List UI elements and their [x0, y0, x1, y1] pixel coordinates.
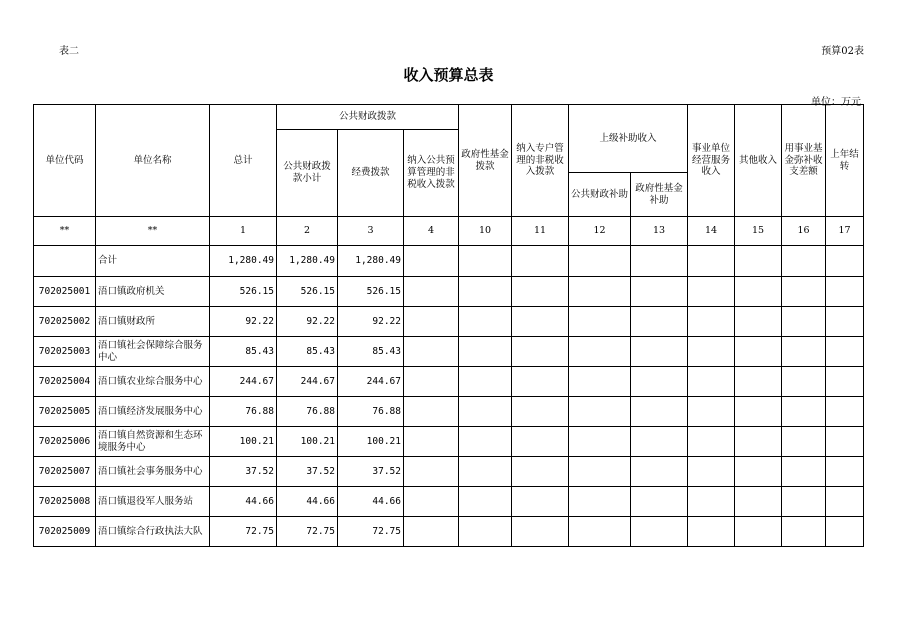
header-funding: 经费拨款 [338, 130, 404, 217]
form-code: 预算02表 [821, 46, 864, 57]
header-other-income: 其他收入 [735, 105, 782, 217]
empty-cell [688, 487, 735, 517]
empty-cell [826, 337, 864, 367]
empty-cell [688, 397, 735, 427]
empty-cell [404, 427, 459, 457]
funding-cell: 37.52 [338, 457, 404, 487]
empty-cell [404, 367, 459, 397]
table-row [34, 517, 864, 547]
funding-cell: 244.67 [338, 367, 404, 397]
form-number: 表二 [59, 46, 79, 57]
unit-name-cell: 浯口镇社会事务服务中心 [96, 457, 210, 487]
unit-code-cell: 702025009 [34, 517, 96, 547]
table-row [34, 277, 864, 307]
funding-cell: 92.22 [338, 307, 404, 337]
empty-cell [735, 487, 782, 517]
header-public-subsidy: 公共财政补助 [569, 173, 631, 217]
empty-cell [782, 457, 826, 487]
empty-cell [512, 367, 569, 397]
subtotal-cell: 244.67 [277, 367, 338, 397]
subtotal-cell: 72.75 [277, 517, 338, 547]
empty-cell [782, 307, 826, 337]
header-carryover: 上年结转 [826, 105, 864, 217]
empty-cell [404, 457, 459, 487]
empty-cell [826, 457, 864, 487]
empty-cell [735, 367, 782, 397]
total-row [34, 246, 864, 277]
empty-cell [688, 337, 735, 367]
empty-cell [631, 457, 688, 487]
empty-cell [688, 307, 735, 337]
empty-cell [782, 397, 826, 427]
subtotal-cell: 37.52 [277, 457, 338, 487]
total-funding-cell: 1,280.49 [338, 246, 404, 277]
empty-cell [631, 487, 688, 517]
table-row [34, 367, 864, 397]
total-cell: 244.67 [210, 367, 277, 397]
index-cell: 2 [277, 217, 338, 246]
empty-cell [459, 487, 512, 517]
empty-cell [688, 277, 735, 307]
empty-cell [569, 367, 631, 397]
unit-name-cell: 浯口镇财政所 [96, 307, 210, 337]
header-public-subtotal: 公共财政拨款小计 [277, 130, 338, 217]
empty-cell [512, 427, 569, 457]
unit-label: 单位：万元 [811, 97, 861, 108]
empty-cell [826, 427, 864, 457]
header-total: 总计 [210, 105, 277, 217]
empty-cell [688, 517, 735, 547]
empty-cell [459, 397, 512, 427]
empty-cell [826, 307, 864, 337]
table-row [34, 397, 864, 427]
subtotal-cell: 100.21 [277, 427, 338, 457]
empty-cell [688, 457, 735, 487]
empty-cell [782, 487, 826, 517]
empty-cell [782, 427, 826, 457]
empty-cell [569, 427, 631, 457]
empty-cell [631, 277, 688, 307]
index-cell: 17 [826, 217, 864, 246]
unit-name-cell: 浯口镇综合行政执法大队 [96, 517, 210, 547]
index-cell: 10 [459, 217, 512, 246]
empty-cell [459, 337, 512, 367]
empty-cell [826, 277, 864, 307]
empty-cell [404, 337, 459, 367]
total-cell: 526.15 [210, 277, 277, 307]
empty-cell [735, 517, 782, 547]
empty-cell [459, 427, 512, 457]
index-cell: 1 [210, 217, 277, 246]
empty-cell [631, 367, 688, 397]
funding-cell: 72.75 [338, 517, 404, 547]
empty-cell [826, 367, 864, 397]
empty-cell [512, 457, 569, 487]
empty-cell [569, 517, 631, 547]
table-row [34, 427, 864, 457]
empty-cell [782, 337, 826, 367]
subtotal-cell: 526.15 [277, 277, 338, 307]
empty-cell [826, 517, 864, 547]
unit-code-cell: 702025006 [34, 427, 96, 457]
index-cell: 15 [735, 217, 782, 246]
index-cell: 12 [569, 217, 631, 246]
empty-cell [512, 397, 569, 427]
header-superior-subsidy: 上级补助收入 [569, 105, 688, 173]
table-row [34, 307, 864, 337]
funding-cell: 44.66 [338, 487, 404, 517]
index-cell: 3 [338, 217, 404, 246]
total-label: 合计 [96, 246, 210, 277]
index-row [34, 217, 864, 246]
funding-cell: 76.88 [338, 397, 404, 427]
unit-name-cell: 浯口镇农业综合服务中心 [96, 367, 210, 397]
empty-cell [688, 367, 735, 397]
unit-name-cell: 浯口镇退役军人服务站 [96, 487, 210, 517]
unit-code-cell: 702025005 [34, 397, 96, 427]
total-code-cell [34, 246, 96, 277]
unit-code-cell: 702025001 [34, 277, 96, 307]
funding-cell: 100.21 [338, 427, 404, 457]
empty-cell [569, 487, 631, 517]
subtotal-cell: 85.43 [277, 337, 338, 367]
empty-cell [459, 457, 512, 487]
header-gov-fund-subsidy: 政府性基金补助 [631, 173, 688, 217]
index-cell: 11 [512, 217, 569, 246]
empty-cell [459, 307, 512, 337]
header-operating-income: 事业单位经营服务收入 [688, 105, 735, 217]
empty-cell [459, 367, 512, 397]
header-unit-name: 单位名称 [96, 105, 210, 217]
empty-cell [826, 487, 864, 517]
total-cell: 100.21 [210, 427, 277, 457]
unit-code-cell: 702025004 [34, 367, 96, 397]
empty-cell [569, 397, 631, 427]
table-row [34, 337, 864, 367]
unit-code-cell: 702025003 [34, 337, 96, 367]
empty-cell [782, 517, 826, 547]
total-cell: 37.52 [210, 457, 277, 487]
empty-cell [826, 397, 864, 427]
page-title: 收入预算总表 [403, 66, 494, 84]
empty-cell [631, 337, 688, 367]
funding-cell: 85.43 [338, 337, 404, 367]
unit-code-cell: 702025008 [34, 487, 96, 517]
empty-cell [735, 307, 782, 337]
empty-cell [735, 337, 782, 367]
empty-cell [735, 427, 782, 457]
empty-cell [735, 277, 782, 307]
empty-cell [404, 397, 459, 427]
header-gov-fund: 政府性基金拨款 [459, 105, 512, 217]
total-cell: 92.22 [210, 307, 277, 337]
unit-name-cell: 浯口镇政府机关 [96, 277, 210, 307]
index-cell: ** [34, 217, 96, 246]
empty-cell [569, 307, 631, 337]
empty-cell [404, 277, 459, 307]
empty-cell [404, 487, 459, 517]
empty-cell [512, 337, 569, 367]
table-row [34, 487, 864, 517]
empty-cell [512, 277, 569, 307]
table-row [34, 457, 864, 487]
funding-cell: 526.15 [338, 277, 404, 307]
header-nontax-special: 纳入专户管理的非税收入拨款 [512, 105, 569, 217]
empty-cell [404, 517, 459, 547]
empty-cell [569, 277, 631, 307]
total-cell: 72.75 [210, 517, 277, 547]
empty-cell [569, 457, 631, 487]
total-cell: 1,280.49 [210, 246, 277, 277]
empty-cell [459, 277, 512, 307]
empty-cell [631, 427, 688, 457]
empty-cell [688, 427, 735, 457]
total-cell: 76.88 [210, 397, 277, 427]
total-cell: 85.43 [210, 337, 277, 367]
empty-cell [782, 277, 826, 307]
index-cell: 4 [404, 217, 459, 246]
empty-cell [631, 397, 688, 427]
subtotal-cell: 76.88 [277, 397, 338, 427]
empty-cell [404, 307, 459, 337]
empty-cell [512, 487, 569, 517]
unit-name-cell: 浯口镇社会保障综合服务中心 [96, 337, 210, 367]
empty-cell [735, 457, 782, 487]
empty-cell [512, 517, 569, 547]
index-cell: ** [96, 217, 210, 246]
empty-cell [631, 517, 688, 547]
index-cell: 13 [631, 217, 688, 246]
header-nontax-in-budget: 纳入公共预算管理的非税收入拨款 [404, 130, 459, 217]
empty-cell [459, 517, 512, 547]
index-cell: 16 [782, 217, 826, 246]
total-cell: 44.66 [210, 487, 277, 517]
header-public-finance: 公共财政拨款 [277, 105, 459, 130]
index-cell: 14 [688, 217, 735, 246]
header-fund-deficit: 用事业基金弥补收支差额 [782, 105, 826, 217]
unit-code-cell: 702025007 [34, 457, 96, 487]
empty-cell [782, 367, 826, 397]
total-subtotal-cell: 1,280.49 [277, 246, 338, 277]
unit-name-cell: 浯口镇经济发展服务中心 [96, 397, 210, 427]
unit-name-cell: 浯口镇自然资源和生态环境服务中心 [96, 427, 210, 457]
empty-cell [735, 397, 782, 427]
subtotal-cell: 92.22 [277, 307, 338, 337]
unit-code-cell: 702025002 [34, 307, 96, 337]
income-budget-table [33, 104, 864, 547]
empty-cell [512, 307, 569, 337]
header-unit-code: 单位代码 [34, 105, 96, 217]
empty-cell [631, 307, 688, 337]
empty-cell [569, 337, 631, 367]
subtotal-cell: 44.66 [277, 487, 338, 517]
